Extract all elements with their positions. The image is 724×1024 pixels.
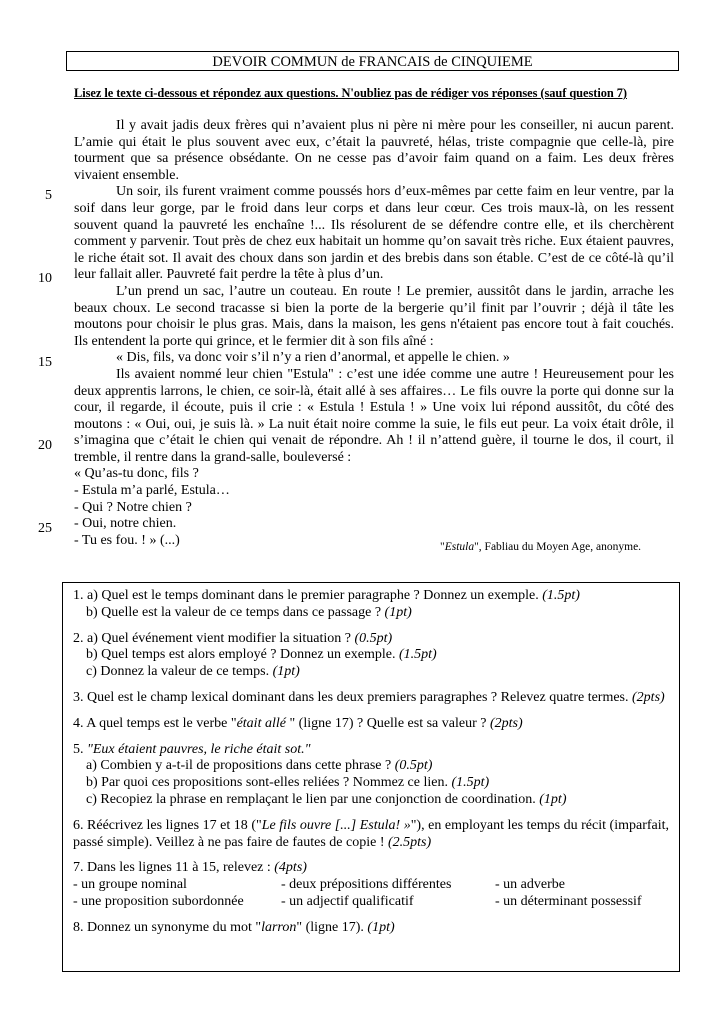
question-text: "), en employant les temps du récit (imparfait, passé simple). Veillez à ne pas faire de fautes de copie !	[73, 817, 670, 850]
question-text: b) Par quoi ces propositions sont-elles reliées ? Nommez ce lien.	[86, 775, 448, 791]
source-title: Estula	[444, 541, 475, 553]
text-passage	[74, 118, 674, 549]
question-text: 7. Dans les lignes 11 à 15, relevez :	[73, 860, 271, 876]
question-text: b) Quel temps est alors employé ? Donnez un exemple.	[86, 647, 396, 663]
paragraph: Il y avait jadis deux frères qui n’avaient plus ni père ni mère pour les conseiller, ni aucun parent. L’amie qui était le plus souvent avec eux, c’était la pauvreté, hélas, triste compagnie que celle-là, pire tourment que sa présence obsédante. On ne cesse pas d’avoir faim quand on a faim. Les deux frères vivaient ensemble.	[74, 118, 674, 183]
paragraph: « Dis, fils, va donc voir s’il n’y a rien d’anormal, et appelle le chien. »	[116, 350, 510, 366]
question-5	[73, 742, 669, 809]
instruction-text: Lisez le texte ci-dessous et répondez aux questions. N'oubliez pas de rédiger vos réponses (sauf question 7)	[74, 86, 627, 100]
line-number: 10	[38, 271, 52, 286]
question-text: a) Combien y a-t-il de propositions dans cette phrase ?	[86, 758, 392, 774]
paragraph: L’un prend un sac, l’autre un couteau. En route ! Le premier, aussitôt dans le jardin, arrache les beaux choux. Le second tracasse si bien la porte de la bergerie qu’il finit par l’ouvrir ; déjà il tâte les moutons pour choisir le plus gras. Mais, dans la maison, les gens n'étaient pas encore tout à fait couchés. Ils entendent la porte qui grince, et le fermier dit à son fils aîné :	[74, 283, 674, 349]
question-text: c) Recopiez la phrase en remplaçant le lien par une conjonction de coordination.	[86, 791, 536, 807]
points: (1pt)	[367, 919, 395, 935]
question-text: c) Donnez la valeur de ce temps.	[86, 664, 270, 680]
list-item: - deux prépositions différentes	[281, 877, 452, 893]
page-title: DEVOIR COMMUN de FRANCAIS de CINQUIEME	[66, 51, 679, 71]
points: (2pts)	[632, 689, 665, 705]
line-number: 5	[45, 188, 52, 203]
points: (2.5pts)	[388, 834, 432, 850]
dialogue-line: - Qui ? Notre chien ?	[74, 499, 192, 515]
quoted-word: larron	[261, 919, 297, 935]
dialogue-line: « Qu’as-tu donc, fils ?	[74, 466, 199, 482]
dialogue-line: - Oui, notre chien.	[74, 516, 177, 532]
question-text: " (ligne 17).	[296, 919, 364, 935]
line-number: 25	[38, 521, 52, 536]
question-1	[73, 588, 669, 622]
question-text: 4. A quel temps est le verbe "	[73, 715, 237, 731]
paragraph: Ils avaient nommé leur chien "Estula" : c’est une idée comme une autre ! Heureusement pour les deux apprentis larrons, le chien, ce soir-là, était allé à ses affaires… Le fils ouvre la porte qui donne sur la cour, il regarde, il écoute, puis il crie : « Estula ! Estula ! » Une voix lui répond aussitôt, du côté des moutons : « Oui, oui, je suis là. » La nuit était noire comme la suie, le fils eut peur. La voix était drôle, il s’imagina que c’était le chien qui venait de répondre. Ah ! il n’attend guère, il tourne le dos, il court, il tremble, il rentre dans la grand-salle, bouleversé :	[74, 366, 674, 465]
question-text: 2. a) Quel événement vient modifier la situation ?	[73, 630, 351, 646]
list-item: - un groupe nominal	[73, 877, 187, 893]
list-item: - une proposition subordonnée	[73, 893, 244, 909]
list-item: - un déterminant possessif	[495, 893, 642, 909]
points: (2pts)	[489, 715, 523, 731]
dialogue-line: - Tu es fou. ! » (...)	[74, 532, 180, 548]
question-text: b) Quelle est la valeur de ce temps dans ce passage ?	[86, 604, 382, 620]
points: (1pt)	[272, 664, 300, 680]
list-item: - un adverbe	[495, 877, 565, 893]
question-3	[73, 690, 669, 707]
source-citation: "Estula", Fabliau du Moyen Age, anonyme.	[440, 541, 642, 553]
question-2	[73, 631, 669, 681]
points: (1.5pt)	[542, 588, 580, 603]
question-text: 6. Réécrivez les lignes 17 et 18 ("	[73, 817, 262, 833]
questions-box	[62, 582, 680, 972]
line-number: 20	[38, 438, 52, 453]
question-text: " (ligne 17) ? Quelle est sa valeur ?	[285, 715, 487, 731]
list-item: - un adjectif qualificatif	[281, 893, 414, 909]
paragraph: Un soir, ils furent vraiment comme poussés hors d’eux-mêmes par cette faim en leur ventre, par la soif dans leur gorge, par le froid dans leur corps et dans leur cœur. Ces trois maux-là, on les ressent souvent quand la pauvreté les enchaîne !... Ils résolurent de se défendre contre elle, et ils cherchèrent comment y parvenir. Tout près de chez eux habitait un homme qu’on savait très riche. Eux étaient pauvres, le riche était sot. Il avait des choux dans son jardin et des brebis dans son étable. C’est de ce côté-là qu’il leur fallait aller. Pauvreté fait perdre la tête à plus d’un.	[74, 184, 674, 283]
question-number: 5.	[73, 741, 84, 757]
dialogue-line: - Estula m’a parlé, Estula…	[74, 483, 230, 499]
question-7	[73, 860, 669, 910]
points: (1.5pt)	[451, 775, 490, 791]
question-6	[73, 818, 669, 852]
line-number: 15	[38, 355, 52, 370]
points: (0.5pt)	[394, 758, 433, 774]
question-text: 3. Quel est le champ lexical dominant dans les deux premiers paragraphes ? Relevez quatre termes.	[73, 689, 629, 705]
points: (1.5pt)	[398, 647, 437, 663]
question-4	[73, 716, 669, 733]
points: (1pt)	[384, 604, 412, 620]
points: (1pt)	[539, 791, 567, 807]
question-text: 8. Donnez un synonyme du mot "	[73, 919, 262, 935]
points: (0.5pt)	[354, 630, 393, 646]
quoted-lines: Le fils ouvre [...] Estula! »	[261, 817, 411, 833]
quoted-sentence: "Eux étaient pauvres, le riche était sot."	[87, 741, 311, 757]
quoted-verb: était allé	[236, 715, 286, 731]
question-8	[73, 920, 669, 937]
source-details: , Fabliau du Moyen Age, anonyme.	[478, 541, 642, 553]
points: (4pts)	[274, 860, 307, 876]
question-text: 1. a) Quel est le temps dominant dans le premier paragraphe ? Donnez un exemple.	[73, 588, 539, 603]
